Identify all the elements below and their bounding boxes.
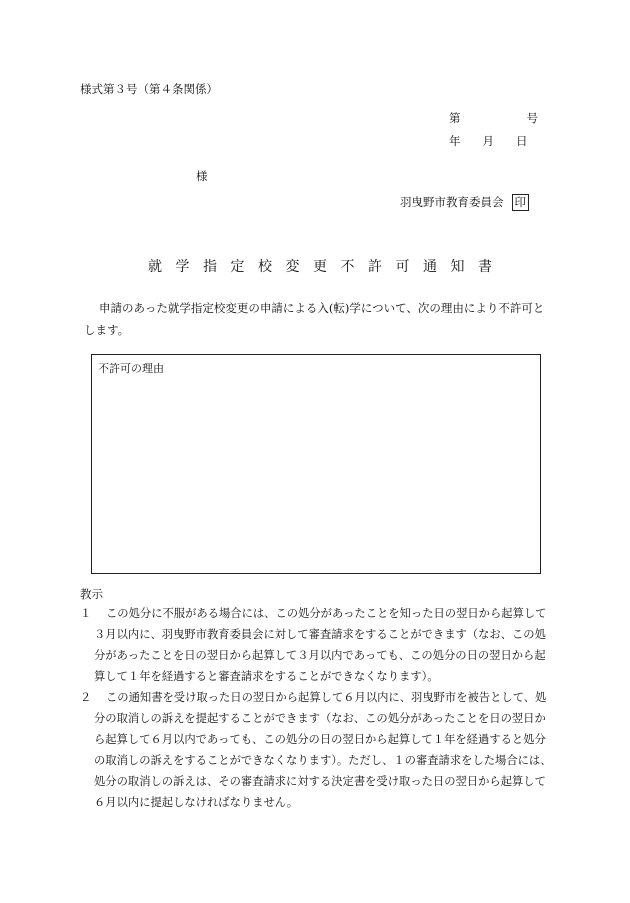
document-title: 就学指定校変更不許可通知書 (148, 259, 506, 275)
note-text: この通知書を受け取った日の翌日から起算して６月以内に、羽曳野市を被告として、処分の取消しの訴えを提起することができます（なお、この処分があったことを日の翌日から起算して６月以内であっても、この処分の日の翌日から起算して１年を経過すると処分の取消しの訴えをすることができなくなります）。ただし、１の審査請求をした場合には、処分の取消しの訴えは、その審査請求に対する決定書を受け取った日の翌日から起算して６月以内に提起しなければなりません。 (94, 691, 552, 809)
note-number: １ (80, 607, 92, 620)
date-month: 月 (482, 134, 494, 148)
form-number: 様式第３号（第４条関係） (80, 82, 218, 96)
date-day: 日 (516, 134, 528, 148)
issuer-line (400, 194, 529, 211)
document-number-line (449, 110, 538, 126)
reason-label: 不許可の理由 (98, 362, 164, 375)
date-year: 年 (449, 134, 461, 148)
note-number: ２ (80, 691, 92, 704)
note-text: この処分に不服がある場合には、この処分があったことを知った日の翌日から起算して３月以内に、羽曳野市教育委員会に対して審査請求をすることができます（なお、この処分があったことを日の翌日から起算して３月以内であっても、この処分の日の翌日から起算して１年を経過すると審査請求をすることができなくなります）。 (94, 607, 547, 683)
note-item (80, 603, 555, 687)
note-item (80, 687, 555, 813)
seal-mark: 印 (512, 194, 530, 211)
reason-box (91, 354, 541, 574)
date-line (449, 133, 528, 149)
notes-title: 教示 (80, 587, 103, 601)
addressee-suffix: 様 (196, 169, 208, 183)
document-number-prefix: 第 (449, 111, 461, 125)
intro-paragraph: 申請のあった就学指定校変更の申請による入(転)学について、次の理由により不許可とします。 (84, 301, 545, 337)
notes-list (80, 603, 555, 813)
issuer-name: 羽曳野市教育委員会 (400, 195, 504, 209)
document-number-suffix: 号 (526, 111, 538, 125)
